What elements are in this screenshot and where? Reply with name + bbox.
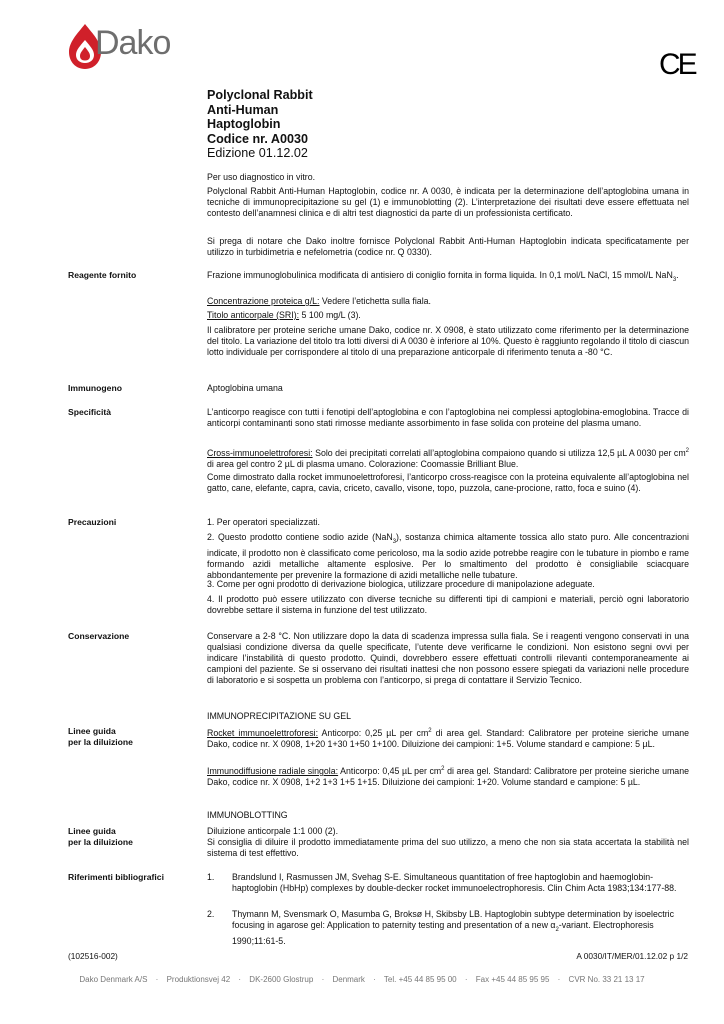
label-precauzioni: Precauzioni (68, 517, 117, 527)
edition: Edizione 01.12.02 (207, 146, 308, 161)
intro-p1: Per uso diagnostico in vitro. (207, 172, 316, 182)
conservazione-text: Conservare a 2-8 °C. Non utilizzare dopo la data di scadenza impressa sulla fiala. Se i reagenti vengono conservati in una qualsiasi condizione diversa da quelle specificate, l’utente deve verificarne le condizioni. Non esistono segni ovvi per indicare l’instabilità di questo prodotto. Quindi, dovrebbero essere effettuati controlli rilevanti contemporaneamente ai campioni del paziente. Se si osservano dei risultati inattesi che non possono essere spiegati da variazioni nelle procedure di laboratorio e si sospetta un problema con l’anticorpo, si prega di contattare il Servizio Tecnico. (207, 631, 689, 686)
label-reagente: Reagente fornito (68, 270, 137, 280)
title-line-4: Codice nr. A0030 (207, 131, 309, 146)
immunogeno-text: Aptoglobina umana (207, 383, 283, 393)
footer-tel: Tel. +45 44 85 95 00 (383, 975, 457, 984)
linee1-p1: Rocket immunoelettroforesi: Anticorpo: 0,25 µL per $cm^2$ di area gel. Standard: Calibratore per proteine sieriche umane Dako, codice nr. X 0908, 1+20 1+30 1+50 1+100. Diluizione dei campioni: 1+5. Volume standard e campione: 5 µL. (207, 727, 689, 750)
footer-cvr: CVR No. 33 21 13 17 (568, 975, 645, 984)
footer-company: Dako Denmark A/S (79, 975, 148, 984)
heading-immunoprecipitazione: IMMUNOPRECIPITAZIONE SU GEL (207, 711, 352, 721)
linee1-p2: Immunodiffusione radiale singola: Anticorpo: 0,45 µL per $cm^2$ di area gel. Standard: Calibratore per proteine sieriche umane Dako, codice nr. X 0908, 1+2 1+3 1+5 1+15. Diluizione dei campioni: 1+20. Volume standard e campione: 5 µL. (207, 765, 689, 788)
reagente-titolo: Titolo anticorpale (SRI): 5 100 mg/L (3). (207, 310, 361, 320)
footer (0, 975, 724, 984)
intro-p2: Polyclonal Rabbit Anti-Human Haptoglobin, codice nr. A 0030, è indicata per la determinazione dell’aptoglobina umana in tecniche di immunoprecipitazione su gel (1) e immunoblotting (2). L’interpretazione dei risultati deve essere effettuata nel contesto dell’anamnesi clinica e di altri test diagnostici da parte di un professionista certificato. (207, 186, 689, 219)
label-specificita: Specificità (68, 407, 111, 417)
precauzioni-p2: 2. Questo prodotto contiene sodio azide (NaN$_3$), sostanza chimica altamente tossica allo stato puro. Alle concentrazioni indicate, il prodotto non è classificato come pericoloso, ma la sodio azide potrebbe reagire con le tubature in piombo e rame formando azidi metalliche altamente esplosive. Per lo smaltimento del prodotto è consigliabile sciacquare abbondantemente per prevenire la formazione di azidi metalliche nelle tubature. (207, 532, 689, 581)
reference-item: 2. Thymann M, Svensmark O, Masumba G, Broksø H, Skibsby LB. Haptoglobin subtype determination by isoelectric focusing in agarose gel: Application to paternity testing and presentation of a new $\alpha_2$-variant. Electrophoresis 1990;11:61-5. (207, 909, 674, 946)
title-line-2: Anti-Human (207, 102, 279, 117)
footer-separator: · (557, 975, 561, 984)
intro-p3: Si prega di notare che Dako inoltre fornisce Polyclonal Rabbit Anti-Human Haptoglobin indicata specificatamente per utilizzo in turbidimetria e nefelometria (codice nr. Q 0330). (207, 236, 689, 258)
specificita-p1: L’anticorpo reagisce con tutti i fenotipi dell’aptoglobina e con l’aptoglobina nei complessi aptoglobina-emoglobina. Tracce di anticorpi contaminanti sono stati rimosse mediante assorbimento in fase solida con proteine del plasma umano. (207, 407, 689, 429)
label-conservazione: Conservazione (68, 631, 130, 641)
footer-separator: · (321, 975, 325, 984)
label-linee-guida-2: Linee guida per la diluizione (68, 826, 133, 847)
doc-code-left: (102516-002) (68, 951, 118, 961)
footer-separator: · (373, 975, 376, 984)
footer-street: Produktionsvej 42 (166, 975, 231, 984)
footer-fax: Fax +45 44 85 95 95 (475, 975, 550, 984)
heading-immunoblotting: IMMUNOBLOTTING (207, 810, 288, 820)
linee2-p2: Si consiglia di diluire il prodotto immediatamente prima del suo utilizzo, a meno che non sia stata accertata la stabilità nel sistema di test effettivo. (207, 837, 689, 859)
dako-logo (67, 22, 197, 74)
title-line-3: Haptoglobin (207, 117, 281, 132)
reagente-conc: Concentrazione proteica g/L: Vedere l’etichetta sulla fiala. (207, 296, 431, 306)
specificita-p3: Come dimostrato dalla rocket immunoelettroforesi, l’anticorpo cross-reagisce con la proteina equivalente all’aptoglobina nel gatto, cane, elefante, capra, cavia, criceto, cavallo, visone, topo, puzzola, cane-procione, ratto, foca e suino (4). (207, 472, 689, 494)
product-title (207, 88, 313, 161)
ce-mark: CE (659, 48, 695, 81)
reference-item: 1. Brandslund I, Rasmussen JM, Svehag S-E. Simultaneous quantitation of free haptoglobin and haemoglobin-haptoglobin (HbHp) complexes by double-decker rocket immunoelectrophoresis. Clin Chim Acta 1983;134:177-88. (207, 872, 677, 894)
footer-city: DK-2600 Glostrup (249, 975, 314, 984)
footer-separator: · (155, 975, 159, 984)
title-line-1: Polyclonal Rabbit (207, 88, 313, 102)
precauzioni-p4: 4. Il prodotto può essere utilizzato con diverse tecniche su differenti tipi di campioni e materiali, perciò ogni laboratorio dovrebbe settare il sistema in funzione del test utilizzato. (207, 594, 689, 616)
footer-separator: · (464, 975, 468, 984)
footer-country: Denmark (332, 975, 365, 984)
doc-code-right: A 0030/IT/MER/01.12.02 p 1/2 (576, 951, 688, 961)
footer-separator: · (238, 975, 242, 984)
precauzioni-p3: 3. Come per ogni prodotto di derivazione biologica, utilizzare procedure di manipolazione adeguate. (207, 579, 595, 589)
label-riferimenti: Riferimenti bibliografici (68, 872, 164, 882)
precauzioni-p1: 1. Per operatori specializzati. (207, 517, 320, 527)
reagente-p4: Il calibratore per proteine seriche umane Dako, codice nr. X 0908, è stato utilizzato come riferimento per la determinazione del titolo. La variazione del titolo tra lotti diversi di A 0030 è inferiore al 10%. Questo è raggiunto regolando il titolo di ciascun lotto individuale per corrispondere al titolo di una preparazione anticorpale di riferimento tenuta a -80 °C. (207, 325, 689, 358)
specificita-p2: Cross-immunoelettroforesi: Solo dei precipitati correlati all’aptoglobina compaiono quando si utilizza 12,5 µL A 0030 per $cm^2$ di area gel contro 2 µL di plasma umano. Colorazione: Coomassie Brilliant Blue. (207, 447, 689, 470)
label-linee-guida-1: Linee guida per la diluizione (68, 726, 133, 747)
linee2-p1: Diluizione anticorpale 1:1 000 (2). (207, 826, 339, 836)
brand-name: Dako (95, 24, 171, 62)
label-immunogeno: Immunogeno (68, 383, 122, 393)
reagente-p1: Frazione immunoglobulinica modificata di antisiero di coniglio fornita in forma liquida. In 0,1 mol/L NaCl, 15 mmol/L NaN$_3$. (207, 270, 679, 283)
